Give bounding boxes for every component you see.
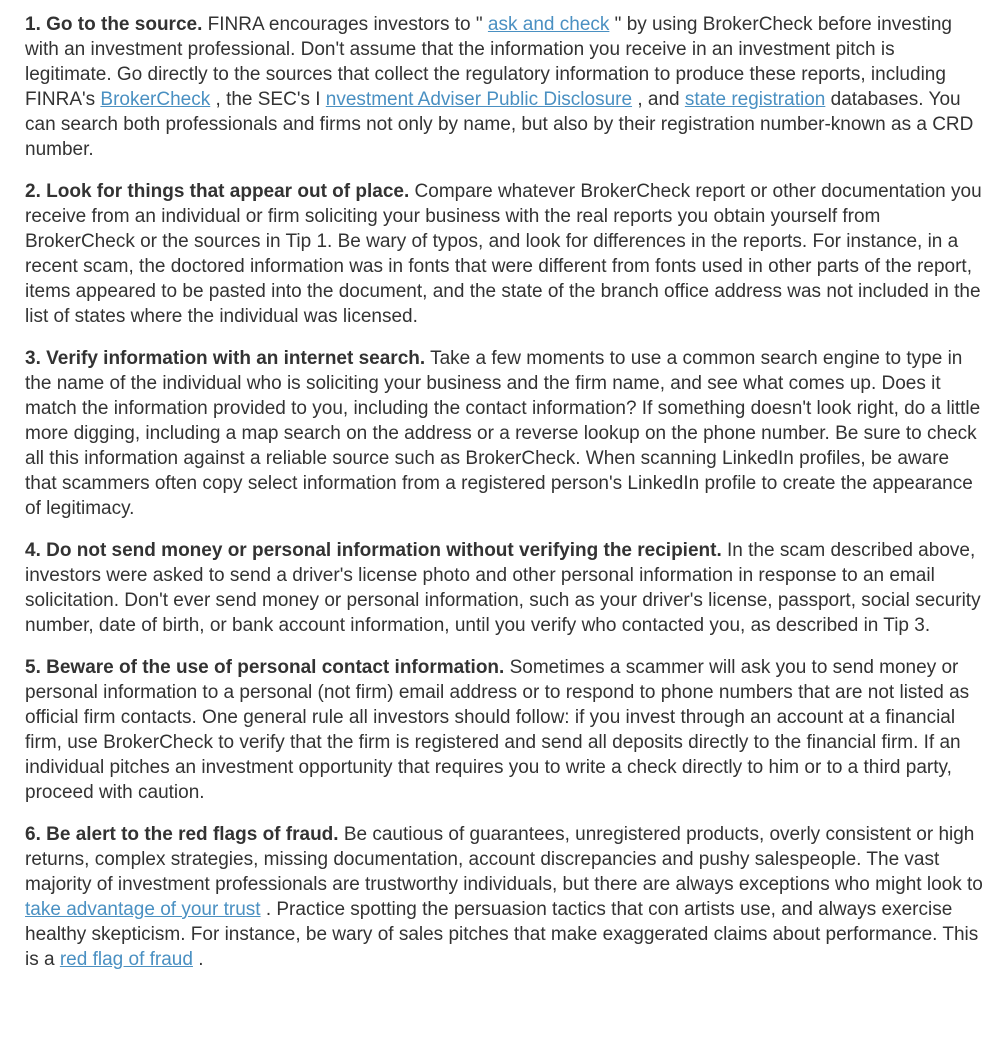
tip-text: databases. You can search both professionals and firms not only by name, but also by their registration number-known as a CRD number. [25,89,974,160]
tip-5 [25,655,983,805]
tip-text: , and [632,89,685,110]
tip-text: FINRA encourages investors to " [202,14,488,35]
tip-heading: 5. Beware of the use of personal contact information. [25,657,505,678]
tip-text: Take a few moments to use a common search engine to type in the name of the individual who is soliciting your business and the firm name, and see what comes up. Does it match the information provided to you, including the contact information? If something doesn't look right, do a little more digging, including a map search on the address or a reverse lookup on the phone number. Be sure to check all this information against a reliable source such as BrokerCheck. When scanning LinkedIn profiles, be aware that scammers often copy select information from a registered person's LinkedIn profile to create the appearance of legitimacy. [25,348,981,519]
tip-3 [25,346,983,521]
tip-text: " by using BrokerCheck before investing with an investment professional. Don't assume that the information you receive in an investment pitch is legitimate. Go directly to the sources that collect the regulatory information to produce these reports, including FINRA's [25,14,952,110]
tip-text: Sometimes a scammer will ask you to send money or personal information to a personal (not firm) email address or to respond to phone numbers that are not listed as official firm contacts. One general rule all investors should follow: if you invest through an account at a financial firm, use BrokerCheck to verify that the firm is registered and send all deposits directly to the financial firm. If an individual pitches an investment opportunity that requires you to write a check directly to him or to a third party, proceed with caution. [25,657,970,803]
investment-adviser-public-disclosure-link[interactable]: nvestment Adviser Public Disclosure [325,89,633,110]
tip-text: . Practice spotting the persuasion tactics that con artists use, and always exercise healthy skepticism. For instance, be wary of sales pitches that make exaggerated claims about performance. This is a [25,899,979,970]
red-flag-of-fraud-link[interactable]: red flag of fraud [59,949,193,970]
tip-heading: 3. Verify information with an internet search. [25,348,426,369]
tip-text: , the SEC's I [210,89,326,110]
tip-2 [25,179,983,329]
state-registration-link[interactable]: state registration [684,89,826,110]
tip-text: . [192,949,204,970]
tip-text: Compare whatever BrokerCheck report or other documentation you receive from an individual or firm soliciting your business with the real reports you obtain yourself from BrokerCheck or the sources in Tip 1. Be wary of typos, and look for differences in the reports. For instance, in a recent scam, the doctored information was in fonts that were different from fonts used in other parts of the report, items appeared to be pasted into the document, and the state of the branch office address was not included in the list of states where the individual was licensed. [25,181,982,327]
tip-heading: 6. Be alert to the red flags of fraud. [25,824,339,845]
take-advantage-of-your-trust-link[interactable]: take advantage of your trust [25,899,261,920]
tip-heading: 4. Do not send money or personal information without verifying the recipient. [25,540,722,561]
tip-1 [25,12,983,162]
brokercheck-link[interactable]: BrokerCheck [100,89,211,110]
tip-heading: 2. Look for things that appear out of place. [25,181,410,202]
tip-text: In the scam described above, investors were asked to send a driver's license photo and other personal information in response to an email solicitation. Don't ever send money or personal information, such as your driver's license, passport, social security number, date of birth, or bank account information, until you verify who contacted you, as described in Tip 3. [25,540,981,636]
tips-article [25,12,983,989]
tip-heading: 1. Go to the source. [25,14,203,35]
tip-6 [25,822,983,972]
tip-text: Be cautious of guarantees, unregistered products, overly consistent or high returns, complex strategies, missing documentation, account discrepancies and pushy salespeople. The vast majority of investment professionals are trustworthy individuals, but there are always exceptions who might look to [25,824,983,895]
ask-and-check-link[interactable]: ask and check [487,14,610,35]
tip-4 [25,538,983,638]
